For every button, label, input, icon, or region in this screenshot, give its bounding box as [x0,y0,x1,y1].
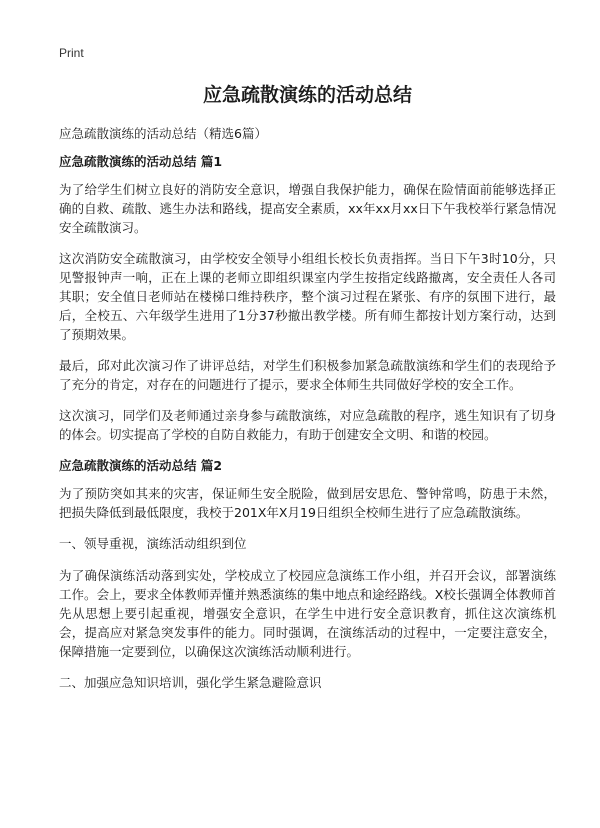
section-2-paragraph: 为了确保演练活动落到实处，学校成立了校园应急演练工作小组，并召开会议，部署演练工作。会上，要求全体教师弄懂并熟悉演练的集中地点和途经路线。X校长强调全体教师首先从思想上要引起重视，增强安全意识，在学生中进行安全意识教育，抓住这次演练机会，提高应对紧急突发事件的能力。同时强调，在演练活动的过程中，一定要注意安全，保障措施一定要到位，以确保这次演练活动顺利进行。 [59,568,556,659]
print-label[interactable]: Print [59,46,84,60]
section-1-paragraph: 最后，邱对此次演习作了讲评总结，对学生们积极参加紧急疏散演练和学生们的表现给予了充分的肯定，对存在的问题进行了提示，要求全体师生共同做好学校的安全工作。 [59,358,556,392]
section-2-subheading-2: 二、加强应急知识培训，强化学生紧急避险意识 [59,675,322,690]
section-2-paragraph: 为了预防突如其来的灾害，保证师生安全脱险，做到居安思危、警钟常鸣，防患于未然，把损失降低到最低限度，我校于201X年X月19日组织全校师生进行了应急疏散演练。 [59,486,556,520]
section-1-paragraph: 这次消防安全疏散演习，由学校安全领导小组组长校长负责指挥。当日下午3时10分，只见警报钟声一响，正在上课的老师立即组织课室内学生按指定线路撤离，安全责任人各司其职；安全值日老师站在楼梯口维持秩序，整个演习过程在紧张、有序的氛围下进行，最后，全校五、六年级学生进用了1分37秒撤出教学楼。所有师生都按计划方案行动，达到了预期效果。 [59,251,556,342]
section-heading-2: 应急疏散演练的活动总结 篇2 [59,458,223,473]
section-heading-1: 应急疏散演练的活动总结 篇1 [59,154,223,169]
section-1-paragraph: 为了给学生们树立良好的消防安全意识，增强自我保护能力，确保在险情面前能够选择正确的自救、疏散、逃生办法和路线，提高安全素质，xx年xx月xx日下午我校举行紧急情况安全疏散演习。 [59,182,556,235]
page-title: 应急疏散演练的活动总结 [202,84,412,106]
section-2-subheading-1: 一、领导重视，演练活动组织到位 [59,536,247,551]
section-1-paragraph: 这次演习，同学们及老师通过亲身参与疏散演练，对应急疏散的程序，逃生知识有了切身的体会。切实提高了学校的自防自救能力，有助于创建安全文明、和谐的校园。 [59,408,556,442]
document-subtitle: 应急疏散演练的活动总结（精选6篇） [59,126,267,141]
